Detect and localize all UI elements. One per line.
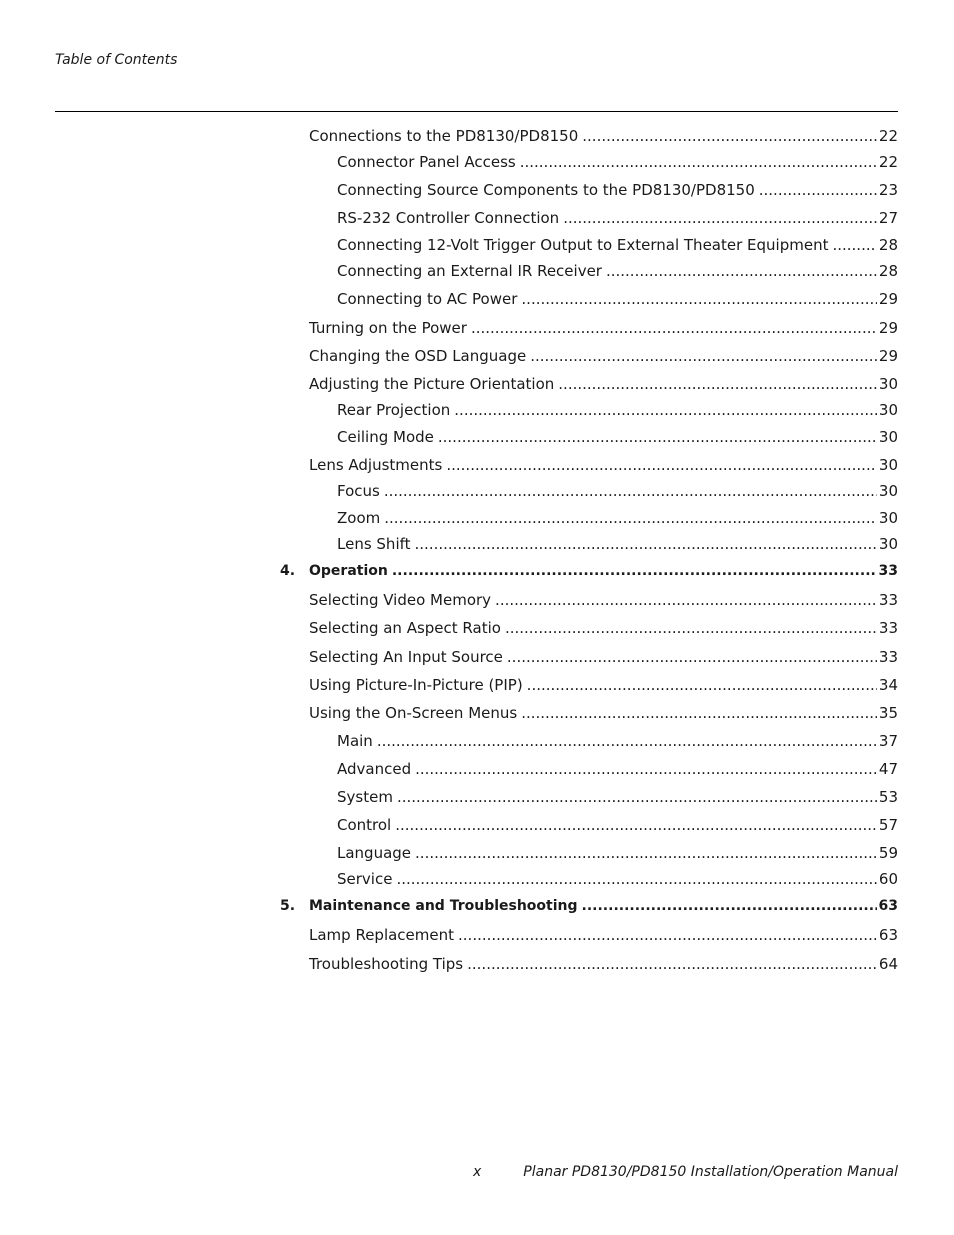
toc-entry-label: Maintenance and Troubleshooting bbox=[309, 898, 578, 914]
toc-leader-dots bbox=[471, 319, 877, 337]
toc-entry[interactable] bbox=[309, 676, 898, 694]
toc-entry-label: Connections to the PD8130/PD8150 bbox=[309, 127, 579, 145]
toc-entry[interactable] bbox=[309, 319, 898, 337]
toc-entry-label: Ceiling Mode bbox=[337, 428, 434, 446]
toc-page-number: 59 bbox=[878, 844, 898, 862]
toc-leader-dots bbox=[415, 535, 877, 553]
toc-leader-dots bbox=[832, 236, 876, 254]
toc-entry-label: Adjusting the Picture Orientation bbox=[309, 375, 555, 393]
toc-page-number: 33 bbox=[878, 619, 898, 637]
toc-page-number: 29 bbox=[878, 319, 898, 337]
toc-leader-dots bbox=[415, 760, 877, 778]
toc-entry-label: Connecting 12-Volt Trigger Output to External Theater Equipment bbox=[337, 236, 829, 254]
toc-entry[interactable] bbox=[309, 955, 898, 973]
toc-entry[interactable] bbox=[337, 181, 898, 199]
toc-entry-label: Language bbox=[337, 844, 412, 862]
toc-page-number: 29 bbox=[878, 290, 898, 308]
toc-page-number: 30 bbox=[878, 401, 898, 419]
toc-page-number: 63 bbox=[878, 898, 898, 914]
toc-page-number: 27 bbox=[878, 209, 898, 227]
toc-entry[interactable] bbox=[337, 732, 898, 750]
toc-entry-label: Lens Shift bbox=[337, 535, 411, 553]
toc-chapter-number: 4. bbox=[280, 563, 296, 579]
toc-leader-dots bbox=[606, 262, 877, 280]
toc-entry-label: Zoom bbox=[337, 509, 381, 527]
toc-leader-dots bbox=[377, 732, 877, 750]
toc-leader-dots bbox=[396, 870, 876, 888]
toc-page-number: 47 bbox=[878, 760, 898, 778]
toc-leader-dots bbox=[759, 181, 877, 199]
toc-entry-label: Changing the OSD Language bbox=[309, 347, 527, 365]
toc-leader-dots bbox=[438, 428, 877, 446]
toc-entry[interactable] bbox=[337, 509, 898, 527]
toc-page-number: 28 bbox=[878, 236, 898, 254]
toc-entry[interactable] bbox=[337, 401, 898, 419]
toc-chapter-entry[interactable] bbox=[280, 898, 898, 914]
toc-leader-dots bbox=[397, 788, 877, 806]
toc-page-number: 60 bbox=[878, 870, 898, 888]
toc-page-number: 30 bbox=[878, 482, 898, 500]
toc-entry-label: Selecting An Input Source bbox=[309, 648, 503, 666]
toc-entry-label: Focus bbox=[337, 482, 380, 500]
toc-leader-dots bbox=[395, 816, 877, 834]
toc-entry-label: Selecting an Aspect Ratio bbox=[309, 619, 501, 637]
toc-entry[interactable] bbox=[337, 262, 898, 280]
toc-entry-label: Service bbox=[337, 870, 393, 888]
toc-entry-label: Rear Projection bbox=[337, 401, 451, 419]
toc-entry-label: Connecting an External IR Receiver bbox=[337, 262, 602, 280]
toc-leader-dots bbox=[563, 209, 877, 227]
toc-page-number: 33 bbox=[878, 563, 898, 579]
toc-page-number: 53 bbox=[878, 788, 898, 806]
toc-entry[interactable] bbox=[337, 844, 898, 862]
toc-leader-dots bbox=[454, 401, 877, 419]
toc-chapter-entry[interactable] bbox=[280, 563, 898, 579]
toc-leader-dots bbox=[392, 563, 877, 579]
toc-entry-label: System bbox=[337, 788, 393, 806]
toc-leader-dots bbox=[521, 704, 877, 722]
toc-page-number: 37 bbox=[878, 732, 898, 750]
toc-entry-label: Connecting to AC Power bbox=[337, 290, 518, 308]
toc-entry[interactable] bbox=[337, 290, 898, 308]
toc-page-number: 28 bbox=[878, 262, 898, 280]
footer-page-number: x bbox=[473, 1164, 482, 1180]
toc-page-number: 30 bbox=[878, 509, 898, 527]
toc-entry-label: Turning on the Power bbox=[309, 319, 467, 337]
toc-page-number: 33 bbox=[878, 648, 898, 666]
toc-entry[interactable] bbox=[309, 704, 898, 722]
toc-page-number: 33 bbox=[878, 591, 898, 609]
header-rule bbox=[55, 111, 898, 112]
toc-entry[interactable] bbox=[337, 816, 898, 834]
toc-page-number: 57 bbox=[878, 816, 898, 834]
toc-entry-label: Selecting Video Memory bbox=[309, 591, 492, 609]
toc-page-number: 64 bbox=[878, 955, 898, 973]
toc-page-number: 63 bbox=[878, 926, 898, 944]
toc-entry-label: Connecting Source Components to the PD8130/PD8150 bbox=[337, 181, 755, 199]
toc-entry[interactable] bbox=[337, 535, 898, 553]
toc-chapter-number: 5. bbox=[280, 898, 296, 914]
toc-page-number: 22 bbox=[878, 153, 898, 171]
footer-manual-title: Planar PD8130/PD8150 Installation/Operation Manual bbox=[523, 1164, 898, 1180]
toc-entry[interactable] bbox=[337, 428, 898, 446]
toc-page-number: 23 bbox=[878, 181, 898, 199]
toc-entry-label: Operation bbox=[309, 563, 388, 579]
running-header: Table of Contents bbox=[55, 52, 178, 68]
toc-page-number: 30 bbox=[878, 535, 898, 553]
toc-entry[interactable] bbox=[309, 347, 898, 365]
toc-page-number: 30 bbox=[878, 375, 898, 393]
toc-leader-dots bbox=[507, 648, 877, 666]
toc-page-number: 35 bbox=[878, 704, 898, 722]
toc-leader-dots bbox=[582, 898, 877, 914]
toc-leader-dots bbox=[467, 955, 877, 973]
toc-entry[interactable] bbox=[337, 788, 898, 806]
toc-page-number: 29 bbox=[878, 347, 898, 365]
toc-entry[interactable] bbox=[337, 236, 898, 254]
toc-entry[interactable] bbox=[309, 456, 898, 474]
toc-entry-label: Connector Panel Access bbox=[337, 153, 516, 171]
toc-page-number: 22 bbox=[878, 127, 898, 145]
toc-entry-label: Advanced bbox=[337, 760, 412, 778]
toc-entry[interactable] bbox=[337, 870, 898, 888]
toc-entry-label: Lens Adjustments bbox=[309, 456, 443, 474]
toc-entry[interactable] bbox=[309, 926, 898, 944]
toc-leader-dots bbox=[527, 676, 877, 694]
toc-entry[interactable] bbox=[309, 648, 898, 666]
toc-leader-dots bbox=[582, 127, 877, 145]
toc-entry[interactable] bbox=[309, 591, 898, 609]
toc-entry[interactable] bbox=[309, 127, 898, 145]
toc-entry[interactable] bbox=[337, 482, 898, 500]
toc-entry-label: RS-232 Controller Connection bbox=[337, 209, 560, 227]
toc-entry[interactable] bbox=[337, 209, 898, 227]
toc-entry-label: Lamp Replacement bbox=[309, 926, 455, 944]
toc-page-number: 30 bbox=[878, 456, 898, 474]
toc-page-number: 30 bbox=[878, 428, 898, 446]
toc-page-number: 34 bbox=[878, 676, 898, 694]
toc-leader-dots bbox=[458, 926, 877, 944]
toc-leader-dots bbox=[446, 456, 877, 474]
toc-entry-label: Using the On-Screen Menus bbox=[309, 704, 518, 722]
toc-entry[interactable] bbox=[309, 619, 898, 637]
toc-leader-dots bbox=[521, 290, 877, 308]
toc-leader-dots bbox=[520, 153, 877, 171]
toc-leader-dots bbox=[558, 375, 877, 393]
toc-entry-label: Main bbox=[337, 732, 373, 750]
toc-entry[interactable] bbox=[337, 760, 898, 778]
toc-leader-dots bbox=[384, 482, 877, 500]
toc-entry[interactable] bbox=[309, 375, 898, 393]
toc-entry-label: Using Picture-In-Picture (PIP) bbox=[309, 676, 523, 694]
toc-leader-dots bbox=[495, 591, 877, 609]
toc-leader-dots bbox=[415, 844, 877, 862]
toc-leader-dots bbox=[505, 619, 877, 637]
toc-entry-label: Control bbox=[337, 816, 392, 834]
toc-leader-dots bbox=[530, 347, 877, 365]
toc-entry-label: Troubleshooting Tips bbox=[309, 955, 464, 973]
toc-entry[interactable] bbox=[337, 153, 898, 171]
toc-leader-dots bbox=[384, 509, 877, 527]
